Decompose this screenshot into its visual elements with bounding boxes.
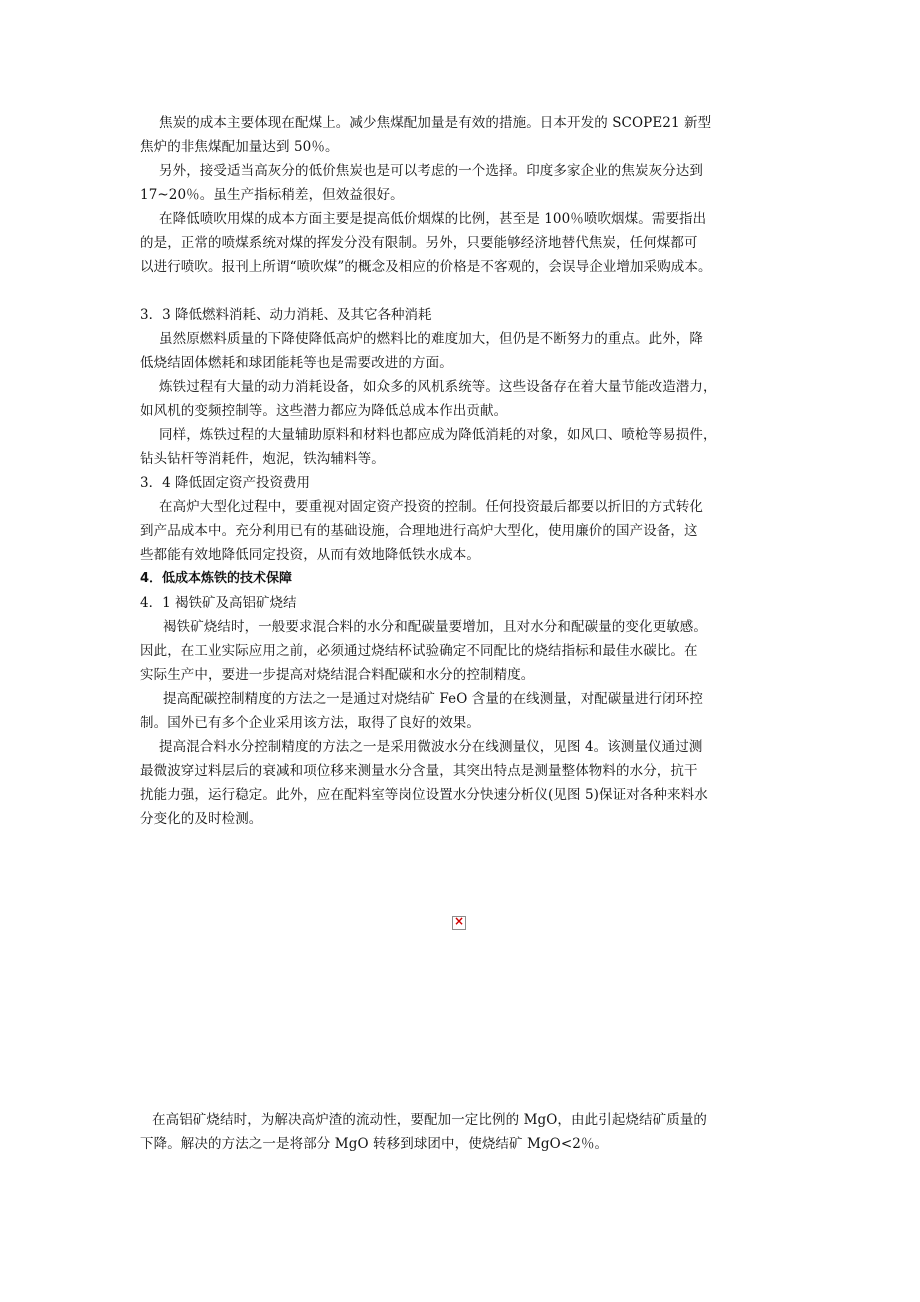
- text-line: 的是，正常的喷煤系统对煤的挥发分没有限制。另外，只要能够经济地替代焦炭，任何煤都可: [140, 235, 698, 251]
- text-line: 褐铁矿烧结时，一般要求混合料的水分和配碳量要增加，且对水分和配碳量的变化更敏感。: [163, 619, 707, 635]
- text-line: 如风机的变频控制等。这些潜力都应为降低总成本作出贡献。: [140, 403, 508, 419]
- paragraph-fixed-assets: [140, 495, 780, 567]
- text-line: 另外，接受适当高灰分的低价焦炭也是可以考虑的一个选择。印度多家企业的焦炭灰分达到: [159, 163, 703, 179]
- paragraph-moisture-control: [140, 735, 780, 831]
- text-line: 17~20％。虽生产指标稍差，但效益很好。: [140, 187, 404, 203]
- spacer: [140, 279, 780, 303]
- paragraph-coke-cost: [140, 111, 780, 159]
- text-line: 以进行喷吹。报刊上所谓“喷吹煤”的概念及相应的价格是不客观的，会误导企业增加采购成本。: [140, 259, 712, 275]
- text-line: 到产品成本中。充分利用已有的基础设施，合理地进行高炉大型化，使用廉价的国产设备，这: [140, 523, 698, 539]
- text-line: 扰能力强，运行稳定。此外，应在配料室等岗位设置水分快速分析仪(见图 5)保证对各种来料水: [140, 787, 708, 803]
- text-line: 分变化的及时检测。: [140, 811, 263, 827]
- paragraph-auxiliary-materials: [140, 423, 780, 471]
- text-line: 在高铝矿烧结时，为解决高炉渣的流动性，要配加一定比例的 MgO，由此引起烧结矿质量的: [152, 1112, 708, 1128]
- paragraph-injection-coal: [140, 207, 780, 279]
- text-line: 因此，在工业实际应用之前，必须通过烧结杯试验确定不同配比的烧结指标和最佳水碳比。在: [140, 643, 698, 659]
- text-line: 低烧结固体燃耗和球团能耗等也是需要改进的方面。: [140, 355, 453, 371]
- paragraph-high-ash-coke: [140, 159, 780, 207]
- paragraph-high-alumina-sintering: [140, 1108, 780, 1156]
- text-line: 焦炭的成本主要体现在配煤上。减少焦煤配加量是有效的措施。日本开发的 SCOPE21 新型: [159, 115, 712, 131]
- text-line: 焦炉的非焦煤配加量达到 50％。: [140, 139, 339, 155]
- document-body: [140, 111, 780, 831]
- paragraph-fuel-ratio: [140, 327, 780, 375]
- paragraph-carbon-control: [140, 687, 780, 735]
- text-line: 虽然原燃料质量的下降使降低高炉的燃料比的难度加大，但仍是不断努力的重点。此外，降: [159, 331, 703, 347]
- paragraph-limonite-sintering: [140, 615, 780, 687]
- text-line: 炼铁过程有大量的动力消耗设备，如众多的风机系统等。这些设备存在着大量节能改造潜力，: [159, 379, 717, 395]
- text-line: 些都能有效地降低同定投资，从而有效地降低铁水成本。: [140, 547, 480, 563]
- text-line: 制。国外已有多个企业采用该方法，取得了良好的效果。: [140, 715, 480, 731]
- text-line: 最微波穿过料层后的衰减和项位移来测量水分含量，其突出特点是测量整体物料的水分，抗干: [140, 763, 698, 779]
- text-line: 提高配碳控制精度的方法之一是通过对烧结矿 FeO 含量的在线测量，对配碳量进行闭环控: [163, 691, 703, 707]
- broken-image-glyph: ×: [453, 914, 465, 928]
- text-line: 钻头钻杆等消耗件，炮泥，铁沟辅料等。: [140, 451, 385, 467]
- section-heading-4-1: 4．1 褐铁矿及高铝矿烧结: [140, 595, 297, 611]
- paragraph-power-consumption: [140, 375, 780, 423]
- text-line: 提高混合料水分控制精度的方法之一是采用微波水分在线测量仪，见图 4。该测量仪通过测: [159, 739, 703, 755]
- text-line: 在降低喷吹用煤的成本方面主要是提高低价烟煤的比例，甚至是 100％喷吹烟煤。需要指出: [159, 211, 707, 227]
- text-line: 同样，炼铁过程的大量辅助原料和材料也都应成为降低消耗的对象，如风口、喷枪等易损件，: [159, 427, 717, 443]
- broken-image-icon: [452, 916, 466, 930]
- section-heading-4: 4．低成本炼铁的技术保障: [140, 571, 293, 586]
- text-line: 下降。解决的方法之一是将部分 MgO 转移到球团中，使烧结矿 MgO<2％。: [140, 1136, 609, 1152]
- text-line: 实际生产中，要进一步提高对烧结混合料配碳和水分的控制精度。: [140, 667, 535, 683]
- section-heading-3-3: 3．3 降低燃料消耗、动力消耗、及其它各种消耗: [140, 307, 432, 323]
- text-line: 在高炉大型化过程中，要重视对固定资产投资的控制。任何投资最后都要以折旧的方式转化: [159, 499, 703, 515]
- section-heading-3-4: 3．4 降低固定资产投资费用: [140, 475, 310, 491]
